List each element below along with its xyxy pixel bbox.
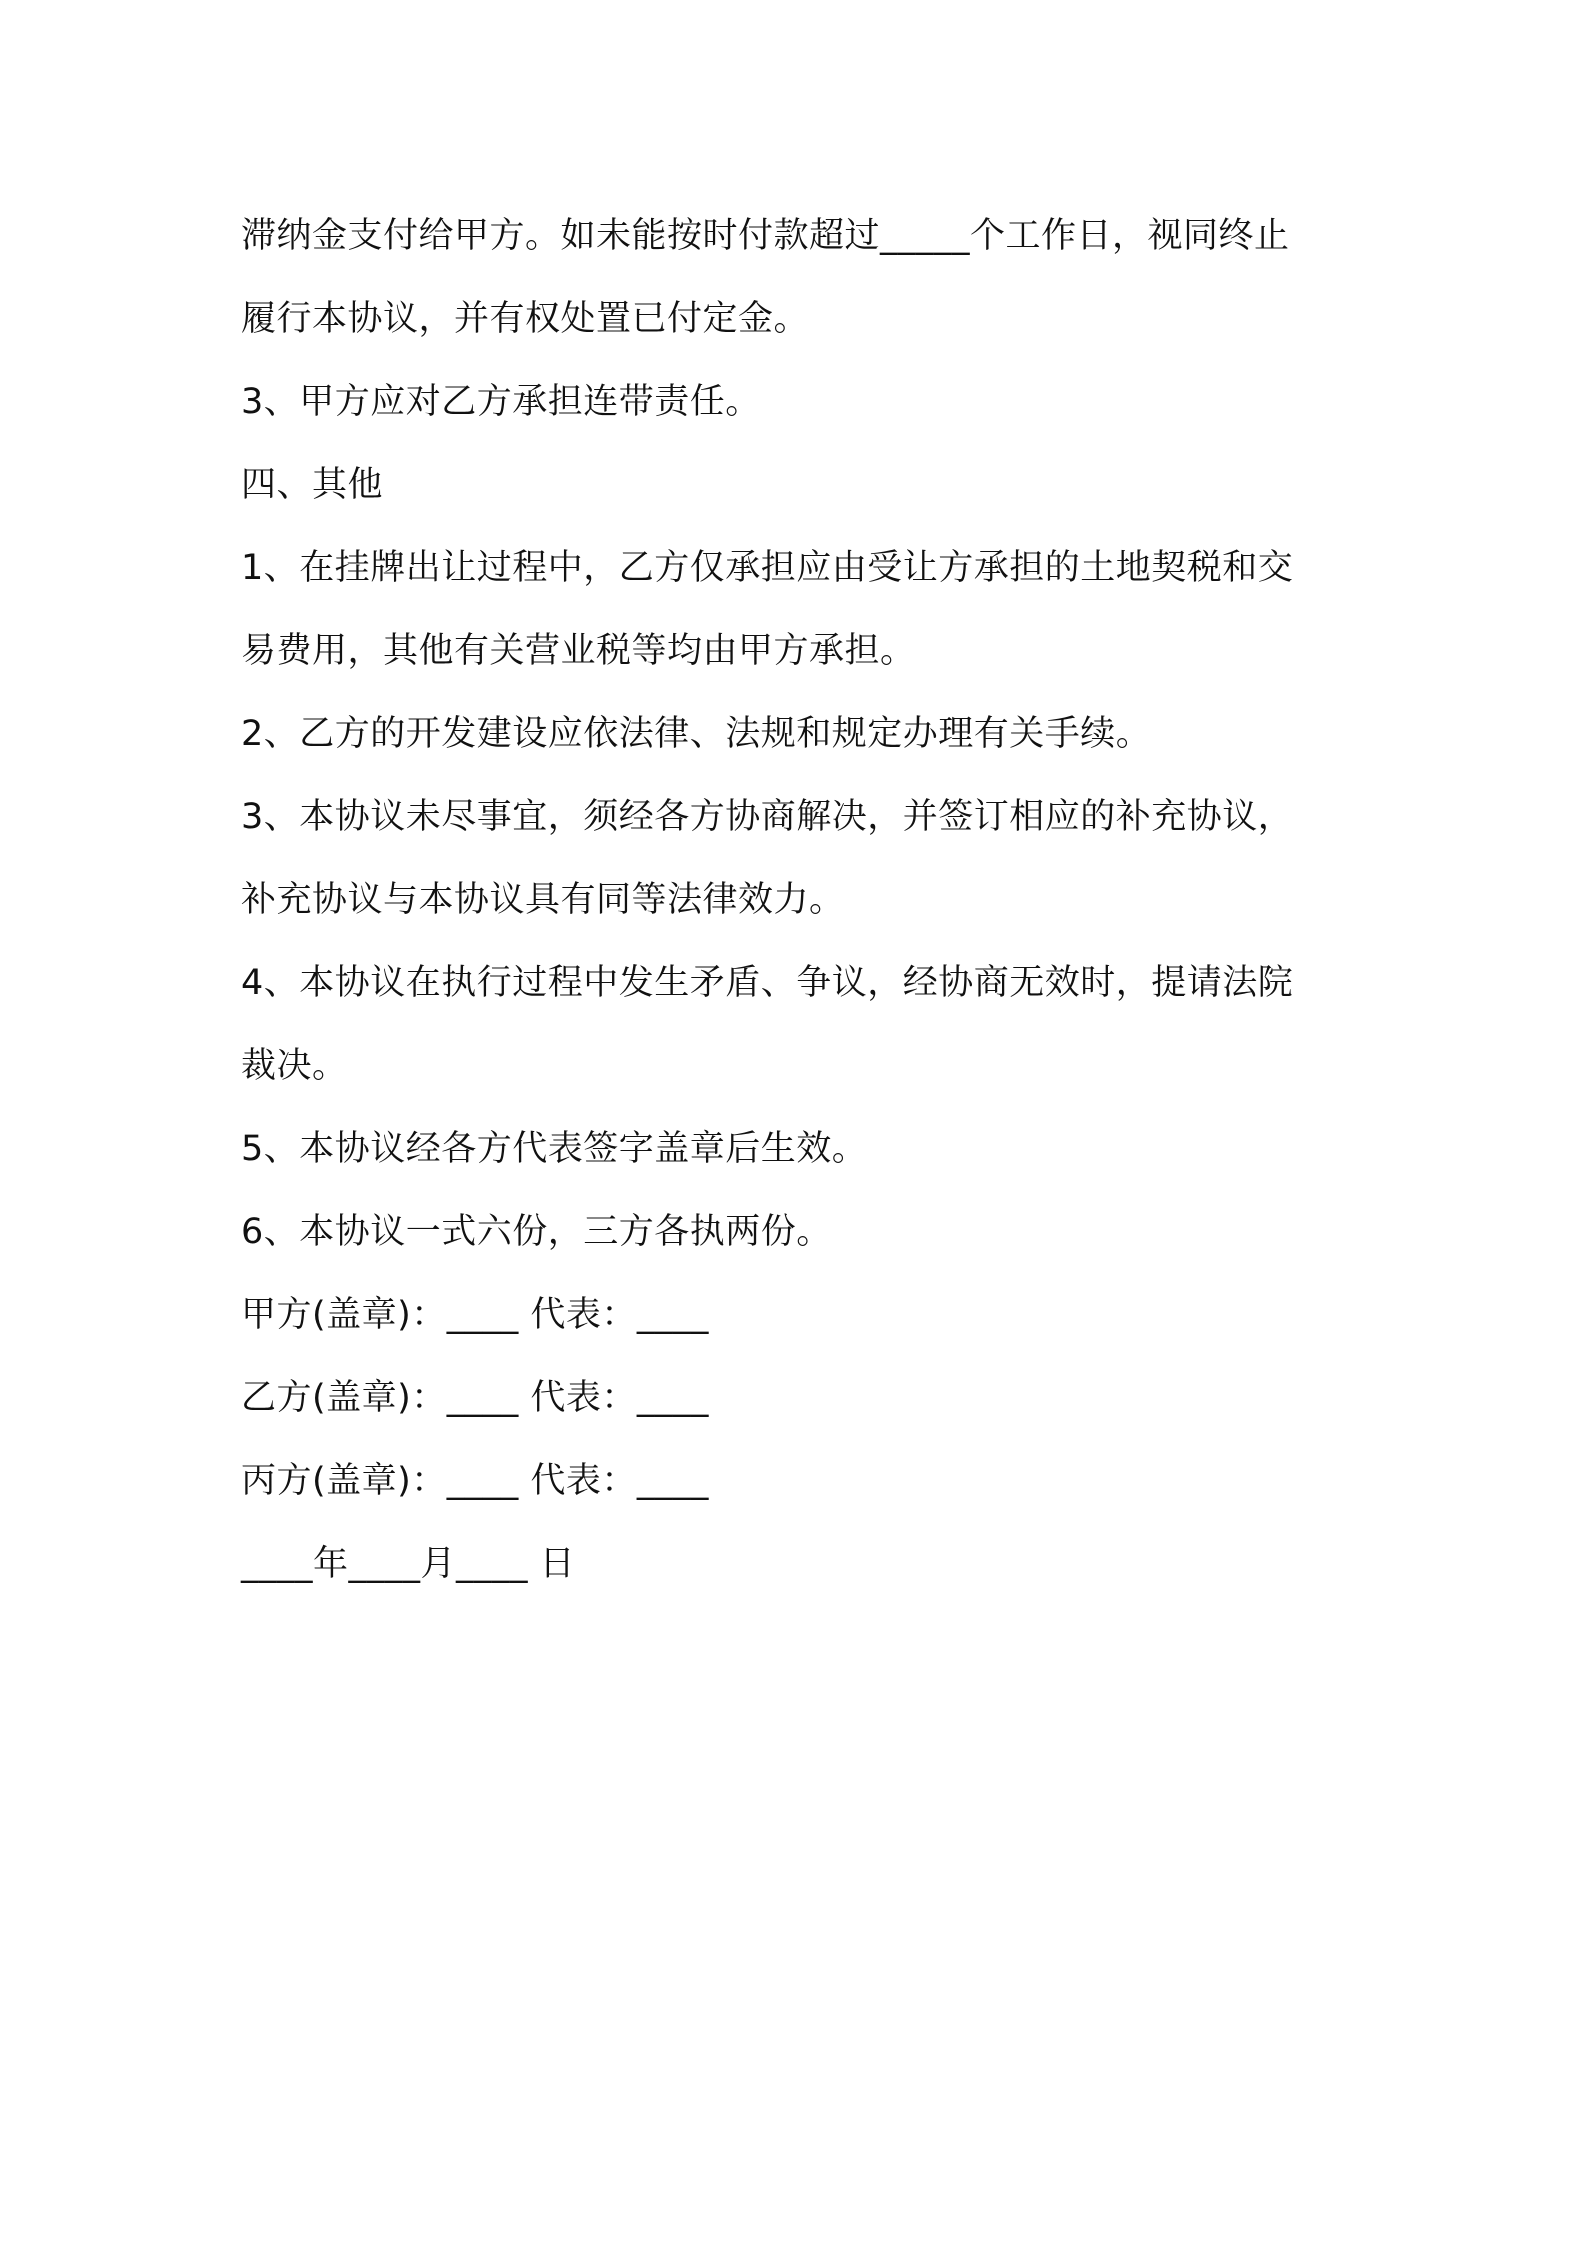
clause-3-joint-liability: 3、甲方应对乙方承担连带责任。 bbox=[241, 382, 761, 422]
clause-1-taxes-line-2: 易费用，其他有关营业税等均由甲方承担。 bbox=[241, 631, 916, 671]
date-line: ____年____月____ 日 bbox=[241, 1544, 576, 1584]
clause-3-supplement-line-1: 3、本协议未尽事宜，须经各方协商解决，并签订相应的补充协议， bbox=[241, 797, 1294, 837]
signature-party-c: 丙方(盖章)：____ 代表：____ bbox=[241, 1461, 709, 1501]
section-heading-other: 四、其他 bbox=[241, 465, 384, 505]
signature-party-b: 乙方(盖章)：____ 代表：____ bbox=[241, 1378, 709, 1418]
clause-2-procedures: 2、乙方的开发建设应依法律、法规和规定办理有关手续。 bbox=[241, 714, 1152, 754]
signature-party-a: 甲方(盖章)：____ 代表：____ bbox=[241, 1295, 709, 1335]
paragraph-line-deposit: 履行本协议，并有权处置已付定金。 bbox=[241, 299, 810, 339]
clause-5-effective: 5、本协议经各方代表签字盖章后生效。 bbox=[241, 1129, 868, 1169]
clause-6-copies: 6、本协议一式六份，三方各执两份。 bbox=[241, 1212, 832, 1252]
clause-4-disputes-line-1: 4、本协议在执行过程中发生矛盾、争议，经协商无效时，提请法院 bbox=[241, 963, 1294, 1003]
clause-3-supplement-line-2: 补充协议与本协议具有同等法律效力。 bbox=[241, 880, 845, 920]
document-body bbox=[241, 195, 1361, 1606]
clause-1-taxes-line-1: 1、在挂牌出让过程中，乙方仅承担应由受让方承担的土地契税和交 bbox=[241, 548, 1294, 588]
paragraph-line-late-fee: 滞纳金支付给甲方。如未能按时付款超过_____个工作日，视同终止 bbox=[241, 216, 1290, 256]
clause-4-disputes-line-2: 裁决。 bbox=[241, 1046, 348, 1086]
